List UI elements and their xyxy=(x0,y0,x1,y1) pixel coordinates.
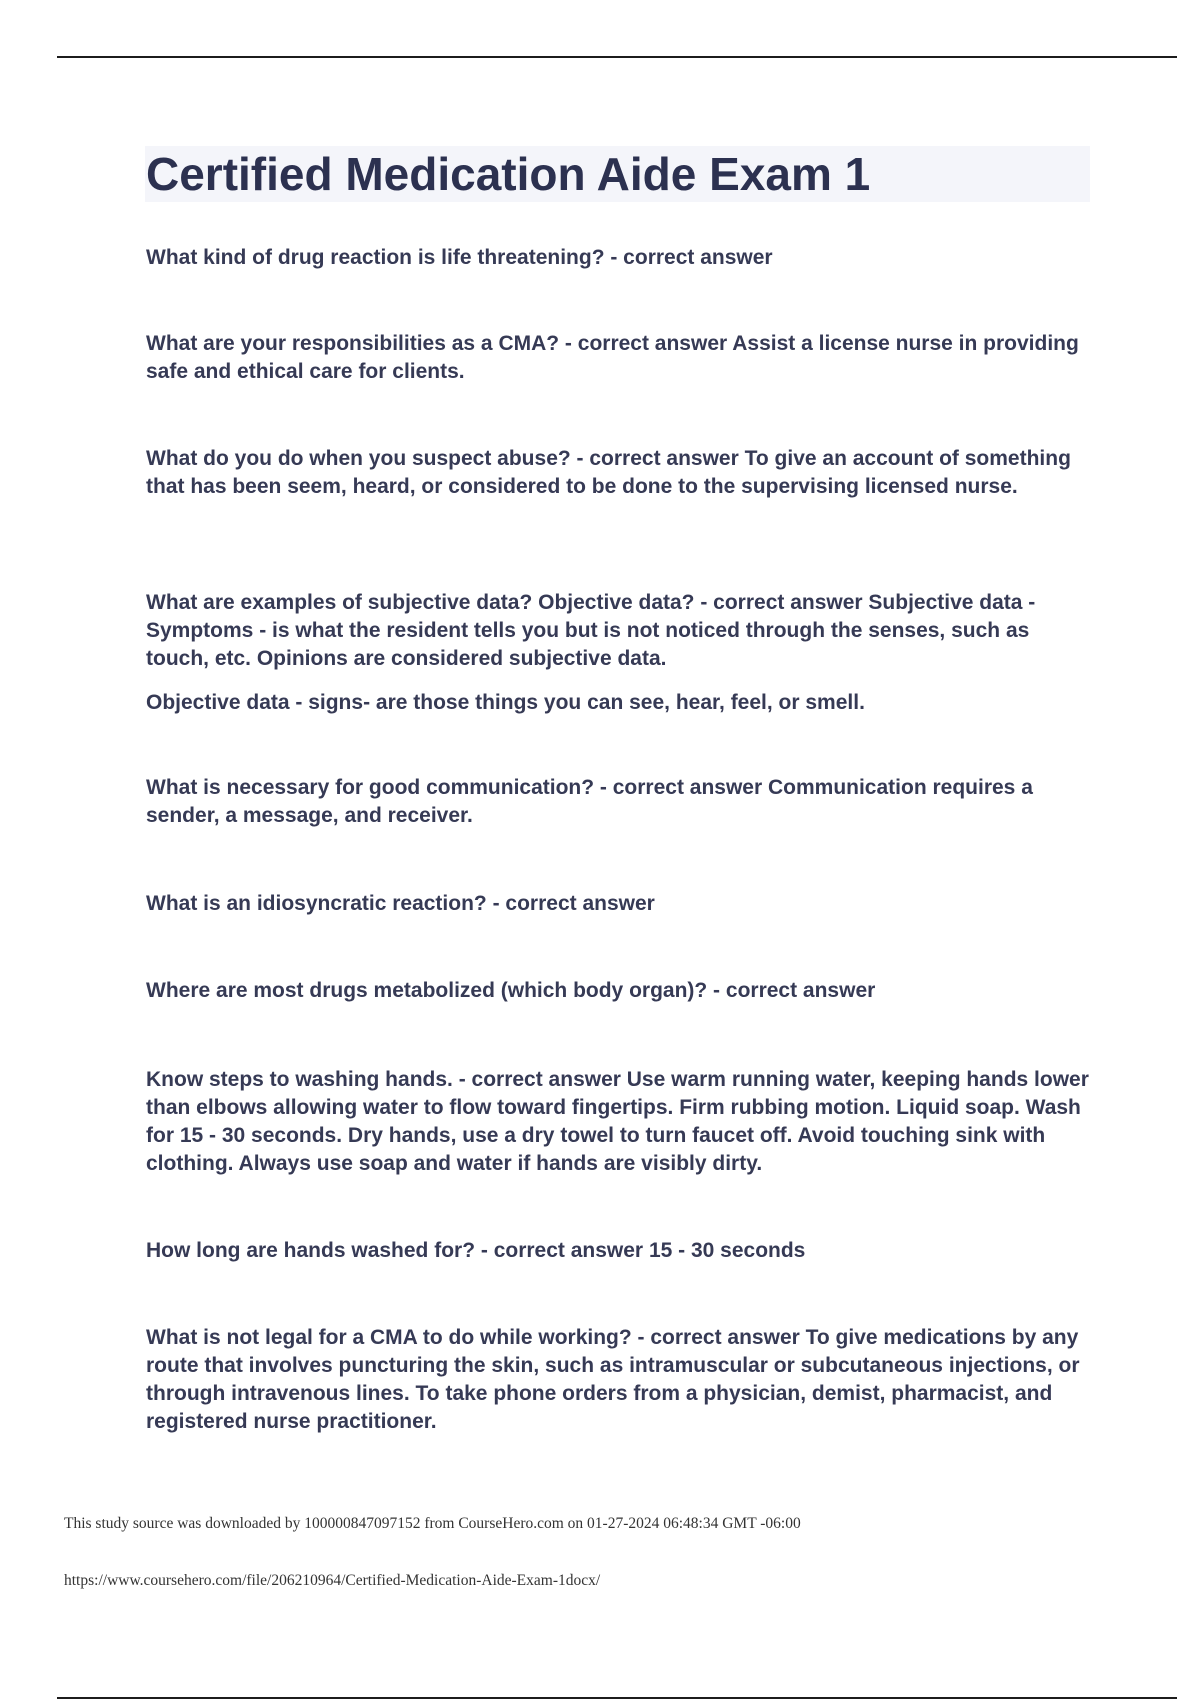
qa-text: Know steps to washing hands. - correct answer Use warm running water, keeping hands lower than elbows allowing water to flow toward fingertips. Firm rubbing motion. Liquid soap. Wash for 15 - 30 seconds. Dry hands, use a dry towel to turn faucet off. Avoid touching sink with clothing. Always use soap and water if hands are visibly dirty. xyxy=(146,1068,1089,1175)
qa-item xyxy=(146,330,1091,386)
bottom-rule xyxy=(57,1697,1177,1699)
download-notice: This study source was downloaded by 100000847097152 from CourseHero.com on 01-27-2024 06:48:34 GMT -06:00 xyxy=(64,1515,801,1532)
qa-text: How long are hands washed for? - correct answer 15 - 30 seconds xyxy=(146,1239,806,1262)
qa-text: What is an idiosyncratic reaction? - correct answer xyxy=(146,892,655,915)
source-url-link[interactable]: https://www.coursehero.com/file/206210964/Certified-Medication-Aide-Exam-1docx/ xyxy=(64,1572,601,1589)
qa-text: What is necessary for good communication? - correct answer Communication requires a sender, a message, and receiver. xyxy=(146,776,1033,827)
qa-item xyxy=(146,1066,1091,1178)
qa-text: What kind of drug reaction is life threatening? - correct answer xyxy=(146,246,773,269)
qa-item xyxy=(146,244,773,272)
qa-item xyxy=(146,1324,1091,1436)
qa-item xyxy=(146,589,1091,717)
qa-text: What do you do when you suspect abuse? - correct answer To give an account of something that has been seem, heard, or considered to be done to the supervising licensed nurse. xyxy=(146,447,1071,498)
qa-text: What is not legal for a CMA to do while working? - correct answer To give medications by any route that involves puncturing the skin, such as intramuscular or subcutaneous injections, or through intravenous lines. To take phone orders from a physician, demist, pharmacist, and registered nurse practitioner. xyxy=(146,1326,1080,1433)
document-title: Certified Medication Aide Exam 1 xyxy=(146,148,871,200)
qa-item xyxy=(146,1237,805,1265)
top-rule xyxy=(57,56,1177,58)
qa-item xyxy=(146,445,1091,501)
qa-text: Where are most drugs metabolized (which body organ)? - correct answer xyxy=(146,979,876,1002)
qa-text: What are your responsibilities as a CMA? - correct answer Assist a license nurse in providing safe and ethical care for clients. xyxy=(146,332,1079,383)
qa-text: What are examples of subjective data? Objective data? - correct answer Subjective data - Symptoms - is what the resident tells you but is not noticed through the senses, such as touch, etc. Opinions are considered subjective data. xyxy=(146,591,1036,670)
qa-item xyxy=(146,890,655,918)
qa-item xyxy=(146,977,875,1005)
qa-extra-text: Objective data - signs- are those things you can see, hear, feel, or smell. xyxy=(146,691,865,714)
qa-item xyxy=(146,774,1091,830)
